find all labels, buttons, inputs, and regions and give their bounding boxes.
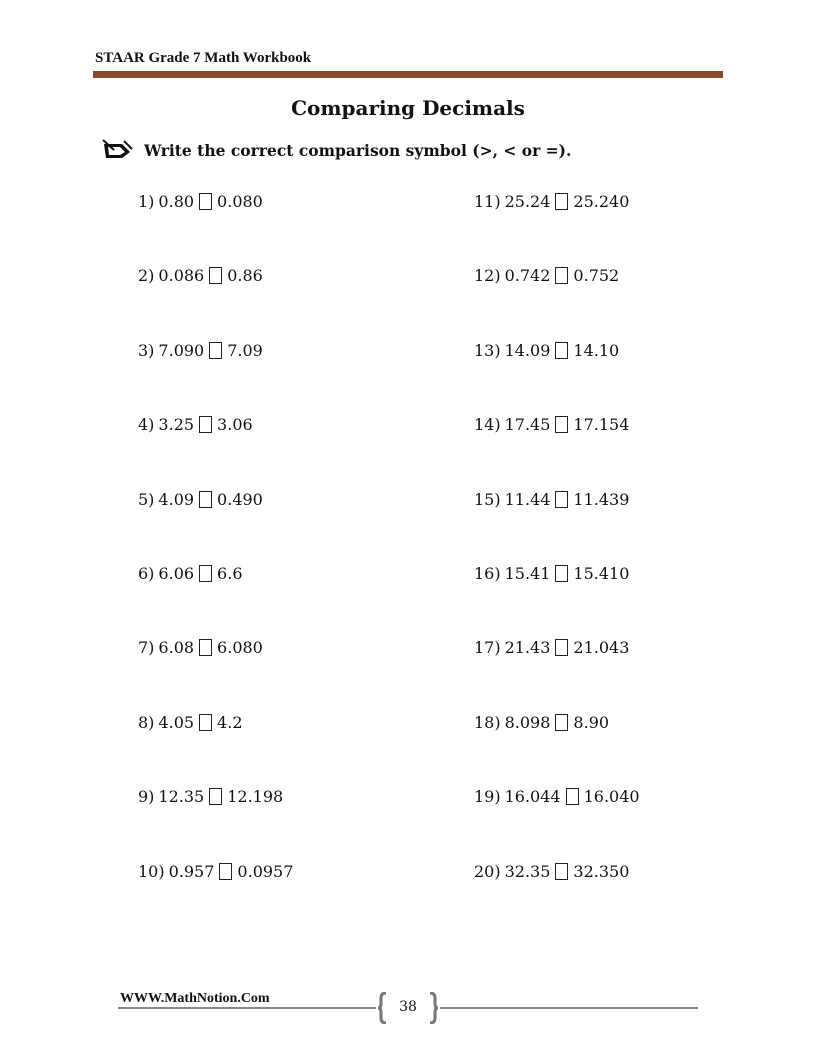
answer-box[interactable] bbox=[555, 639, 568, 656]
problem-item bbox=[138, 862, 293, 881]
answer-box[interactable] bbox=[555, 491, 568, 508]
workbook-title: STAAR Grade 7 Math Workbook bbox=[95, 50, 312, 66]
left-value: 6.08 bbox=[158, 638, 195, 657]
left-value: 21.43 bbox=[504, 638, 551, 657]
problem-number: 8) bbox=[138, 713, 155, 732]
problem-number: 20) bbox=[474, 862, 501, 881]
problem-number: 18) bbox=[474, 713, 501, 732]
right-value: 7.09 bbox=[227, 341, 263, 360]
left-value: 32.35 bbox=[504, 862, 551, 881]
problem-number: 11) bbox=[474, 192, 501, 211]
right-value: 0.490 bbox=[217, 490, 263, 509]
left-value: 25.24 bbox=[504, 192, 551, 211]
right-value: 8.90 bbox=[573, 713, 610, 732]
problem-item bbox=[474, 862, 629, 881]
right-value: 4.2 bbox=[217, 713, 243, 732]
problem-item bbox=[474, 192, 629, 211]
answer-box[interactable] bbox=[199, 416, 212, 433]
left-value: 15.41 bbox=[504, 564, 551, 583]
page-number: 38 bbox=[399, 999, 417, 1015]
problem-item bbox=[474, 415, 629, 434]
problem-item bbox=[474, 564, 629, 583]
header-rule bbox=[93, 71, 723, 78]
answer-box[interactable] bbox=[199, 714, 212, 731]
right-value: 12.198 bbox=[227, 787, 284, 806]
right-value: 21.043 bbox=[573, 638, 630, 657]
right-value: 0.86 bbox=[227, 266, 263, 285]
footer-rule-left bbox=[118, 1007, 376, 1009]
problem-number: 14) bbox=[474, 415, 501, 434]
answer-box[interactable] bbox=[555, 863, 568, 880]
left-value: 7.090 bbox=[158, 341, 205, 360]
problem-number: 5) bbox=[138, 490, 155, 509]
answer-box[interactable] bbox=[555, 342, 568, 359]
page-title: Comparing Decimals bbox=[291, 96, 525, 120]
answer-box[interactable] bbox=[555, 193, 568, 210]
problem-number: 10) bbox=[138, 862, 165, 881]
left-value: 0.957 bbox=[168, 862, 215, 881]
left-value: 3.25 bbox=[158, 415, 195, 434]
problem-number: 2) bbox=[138, 266, 155, 285]
problem-number: 16) bbox=[474, 564, 501, 583]
problem-number: 3) bbox=[138, 341, 155, 360]
problem-item bbox=[474, 638, 629, 657]
left-value: 12.35 bbox=[158, 787, 205, 806]
answer-box[interactable] bbox=[209, 267, 222, 284]
problem-item bbox=[138, 564, 243, 583]
right-value: 11.439 bbox=[573, 490, 630, 509]
problem-item bbox=[138, 192, 263, 211]
answer-box[interactable] bbox=[566, 788, 579, 805]
answer-box[interactable] bbox=[209, 342, 222, 359]
answer-box[interactable] bbox=[555, 267, 568, 284]
problem-item bbox=[138, 415, 253, 434]
right-value: 17.154 bbox=[573, 415, 630, 434]
problem-number: 15) bbox=[474, 490, 501, 509]
problem-item bbox=[474, 266, 619, 285]
problem-item bbox=[138, 638, 263, 657]
footer-website: WWW.MathNotion.Com bbox=[120, 991, 270, 1006]
instruction-text: Write the correct comparison symbol (>, < or =). bbox=[144, 140, 572, 160]
right-value: 15.410 bbox=[573, 564, 630, 583]
answer-box[interactable] bbox=[199, 565, 212, 582]
problem-number: 17) bbox=[474, 638, 501, 657]
answer-box[interactable] bbox=[199, 491, 212, 508]
problem-item bbox=[474, 341, 619, 360]
right-value: 3.06 bbox=[217, 415, 253, 434]
problem-number: 1) bbox=[138, 192, 155, 211]
problem-number: 7) bbox=[138, 638, 155, 657]
problem-number: 6) bbox=[138, 564, 155, 583]
problem-item bbox=[474, 490, 629, 509]
right-value: 0.0957 bbox=[237, 862, 294, 881]
left-value: 17.45 bbox=[504, 415, 551, 434]
problem-number: 9) bbox=[138, 787, 155, 806]
problem-item bbox=[138, 341, 263, 360]
problem-item bbox=[138, 490, 263, 509]
right-value: 6.6 bbox=[217, 564, 243, 583]
right-value: 14.10 bbox=[573, 341, 620, 360]
problem-number: 4) bbox=[138, 415, 155, 434]
problem-item bbox=[138, 266, 263, 285]
problem-item bbox=[474, 787, 640, 806]
answer-box[interactable] bbox=[199, 639, 212, 656]
left-value: 6.06 bbox=[158, 564, 195, 583]
left-value: 0.086 bbox=[158, 266, 205, 285]
problem-item bbox=[138, 713, 243, 732]
instruction bbox=[102, 138, 571, 162]
page-number-badge bbox=[378, 992, 438, 1022]
left-value: 4.05 bbox=[158, 713, 195, 732]
answer-box[interactable] bbox=[219, 863, 232, 880]
right-value: 25.240 bbox=[573, 192, 630, 211]
problem-number: 19) bbox=[474, 787, 501, 806]
answer-box[interactable] bbox=[209, 788, 222, 805]
right-value: 16.040 bbox=[583, 787, 640, 806]
problem-item bbox=[474, 713, 609, 732]
left-value: 0.80 bbox=[158, 192, 195, 211]
left-value: 4.09 bbox=[158, 490, 195, 509]
answer-box[interactable] bbox=[199, 193, 212, 210]
answer-box[interactable] bbox=[555, 714, 568, 731]
problem-number: 13) bbox=[474, 341, 501, 360]
left-value: 14.09 bbox=[504, 341, 551, 360]
problem-number: 12) bbox=[474, 266, 501, 285]
pencil-icon bbox=[102, 138, 134, 162]
problem-item bbox=[138, 787, 283, 806]
right-value: 32.350 bbox=[573, 862, 630, 881]
footer-rule-right bbox=[440, 1007, 698, 1009]
answer-box[interactable] bbox=[555, 565, 568, 582]
right-value: 6.080 bbox=[217, 638, 263, 657]
right-value: 0.080 bbox=[217, 192, 263, 211]
answer-box[interactable] bbox=[555, 416, 568, 433]
left-value: 8.098 bbox=[504, 713, 551, 732]
left-value: 16.044 bbox=[504, 787, 561, 806]
left-value: 11.44 bbox=[504, 490, 551, 509]
left-value: 0.742 bbox=[504, 266, 551, 285]
right-value: 0.752 bbox=[573, 266, 620, 285]
